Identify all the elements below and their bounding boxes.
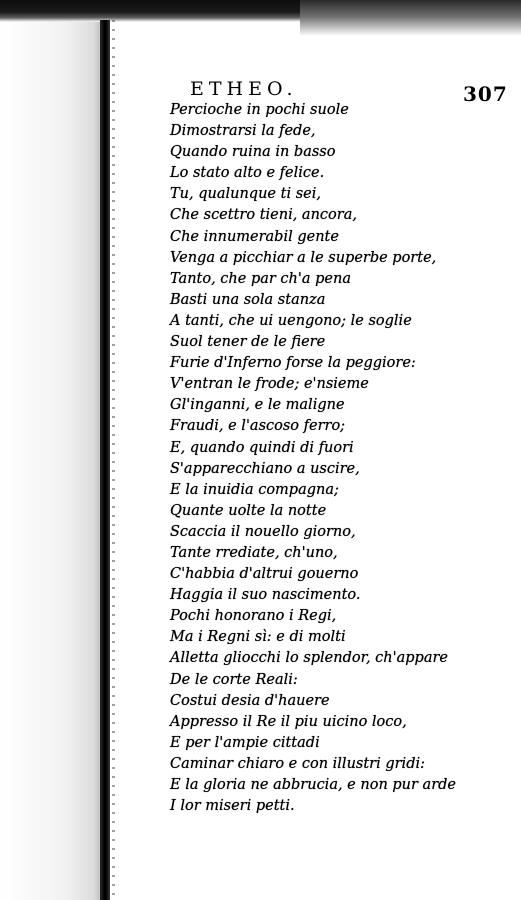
scanner-top-edge-shadow — [300, 0, 521, 36]
verse-line: Gl'inganni, e le maligne — [170, 397, 345, 414]
verse-line: E per l'ampie cittadi — [170, 734, 320, 751]
verse-line: Dimostrarsi la fede, — [170, 123, 316, 140]
verse-line: Che scettro tieni, ancora, — [170, 207, 357, 224]
verse-line: Venga a picchiar a le superbe porte, — [170, 249, 437, 266]
verse-line: E la inuidia compagna; — [170, 481, 339, 498]
verse-line: Basti una sola stanza — [170, 291, 326, 308]
gutter-specks — [112, 20, 115, 900]
verse-line: Tante rrediate, ch'uno, — [170, 544, 338, 561]
binding-fold-line — [100, 20, 110, 900]
verse-line: Tu, qualunque ti sei, — [170, 186, 321, 203]
verse-line: E, quando quindi di fuori — [170, 439, 354, 456]
verse-line: V'entran le frode; e'nsieme — [170, 376, 369, 393]
verse-line: E la gloria ne abbrucia, e non pur arde — [170, 777, 456, 793]
verse-line: Suol tener de le fiere — [170, 334, 326, 351]
verse-line: Scaccia il nouello giorno, — [170, 523, 356, 540]
verse-line: Alletta gliocchi lo splendor, ch'appare — [170, 650, 448, 667]
verse-line: Lo stato alto e felice. — [170, 165, 325, 182]
running-head: ETHEO. — [190, 78, 298, 100]
verse-line: I lor miseri petti. — [170, 798, 295, 815]
verse-line: Quante uolte la notte — [170, 502, 327, 519]
verse-line: Quando ruina in basso — [170, 144, 336, 161]
verse-line: Percioche in pochi suole — [170, 102, 349, 118]
verse-line: Haggia il suo nascimento. — [170, 587, 361, 604]
verse-line: S'apparecchiano a uscire, — [170, 460, 360, 477]
verse-line: Pochi honorano i Regi, — [170, 608, 337, 625]
verse-line: Costui desia d'hauere — [170, 692, 330, 709]
verse-line: C'habbia d'altrui gouerno — [170, 566, 359, 583]
verse-line: De le corte Reali: — [170, 671, 298, 688]
verse-line: Che innumerabil gente — [170, 228, 339, 245]
verse-text — [170, 100, 456, 817]
verse-line: Ma i Regni sì: e di molti — [170, 629, 346, 646]
verse-line: Appresso il Re il piu uicino loco, — [170, 713, 407, 730]
verse-line: Caminar chiaro e con illustri gridi: — [170, 755, 426, 772]
page-number: 307 — [463, 82, 508, 106]
verse-line: Tanto, che par ch'a pena — [170, 270, 351, 287]
verse-line: Furie d'Inferno forse la peggiore: — [170, 355, 416, 372]
verse-line: A tanti, che ui uengono; le soglie — [170, 312, 412, 329]
verse-line: Fraudi, e l'ascoso ferro; — [170, 418, 346, 435]
binding-gutter — [0, 0, 110, 900]
